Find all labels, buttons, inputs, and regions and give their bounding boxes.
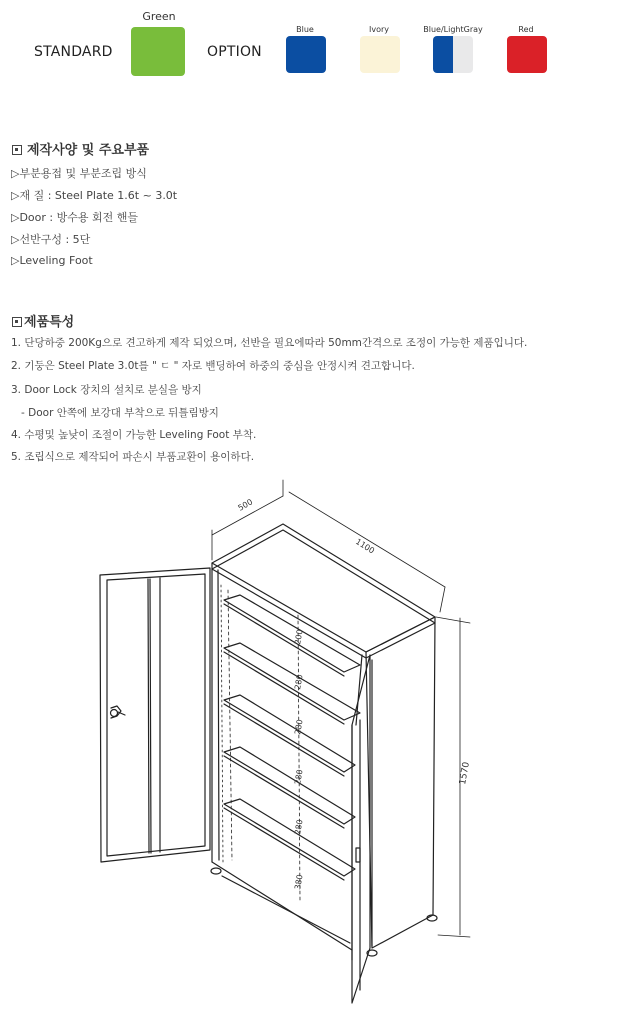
shelves xyxy=(224,595,360,900)
swatch-name-ivory: Ivory xyxy=(368,25,389,34)
feature-item: 2. 기둥은 Steel Plate 3.0t를 " ㄷ " 자로 밴딩하여 하중의 중심을 안정시켜 견고합니다. xyxy=(11,360,415,372)
feature-item: 5. 조립식으로 제작되어 파손시 부품교환이 용이하다. xyxy=(11,451,255,463)
spec-item: ▷선반구성 : 5단 xyxy=(11,233,91,246)
feature-title: 제품특성 xyxy=(24,315,75,330)
shelf-spacing-label: 280 xyxy=(293,718,305,736)
swatch-blue xyxy=(286,36,326,73)
depth-dimension: 500 xyxy=(236,497,255,513)
feature-item: 1. 단당하중 200Kg으로 견고하게 제작 되었으며, 선반을 필요에따라 50mm간격으로 조정이 가능한 제품입니다. xyxy=(11,337,528,349)
square-bullet-icon xyxy=(12,317,22,327)
swatch-red xyxy=(507,36,547,73)
shelf-spacing-label: 380 xyxy=(293,873,305,891)
swatch-name-green: Green xyxy=(142,10,176,23)
feature-item: 3. Door Lock 장치의 설치로 분실을 방지 xyxy=(11,384,202,396)
option-label: OPTION xyxy=(207,44,262,60)
feature-heading xyxy=(12,311,74,330)
square-bullet-icon xyxy=(12,145,22,155)
swatch-name-blue: Blue xyxy=(296,25,314,34)
width-dimension: 1100 xyxy=(353,537,376,556)
spec-heading xyxy=(12,139,149,158)
cabinet-body xyxy=(212,524,435,960)
swatch-blue-lightgray xyxy=(433,36,473,73)
spec-item: ▷부분용접 및 부분조립 방식 xyxy=(11,167,147,180)
shelf-spacing-label: 200 xyxy=(293,628,305,646)
swatch-ivory xyxy=(360,36,400,73)
standard-label: STANDARD xyxy=(34,44,113,60)
dimension-lines xyxy=(212,480,470,937)
shelf-spacing-label: 280 xyxy=(293,673,305,691)
shelf-spacing-label: 280 xyxy=(293,768,305,786)
spec-item: ▷재 질 : Steel Plate 1.6t ~ 3.0t xyxy=(11,189,178,202)
spec-title: 제작사양 및 주요부품 xyxy=(27,143,150,158)
swatch-name-red: Red xyxy=(518,25,534,34)
leveling-foot-icon xyxy=(211,868,437,956)
shelf-spacing-label: 280 xyxy=(293,818,305,836)
feature-item: - Door 안쪽에 보강대 부착으로 뒤틀림방지 xyxy=(11,407,219,419)
door-handle-icon xyxy=(111,706,126,718)
spec-item: ▷Door : 방수용 회전 핸들 xyxy=(11,211,138,224)
spec-item: ▷Leveling Foot xyxy=(11,254,93,267)
cabinet-drawing xyxy=(0,470,640,1010)
feature-item: 4. 수평및 높낮이 조절이 가능한 Leveling Foot 부착. xyxy=(11,429,257,441)
swatch-name-blue-lightgray: Blue/LightGray xyxy=(423,25,483,34)
height-dimension: 1570 xyxy=(458,761,472,786)
swatch-green xyxy=(131,27,185,76)
